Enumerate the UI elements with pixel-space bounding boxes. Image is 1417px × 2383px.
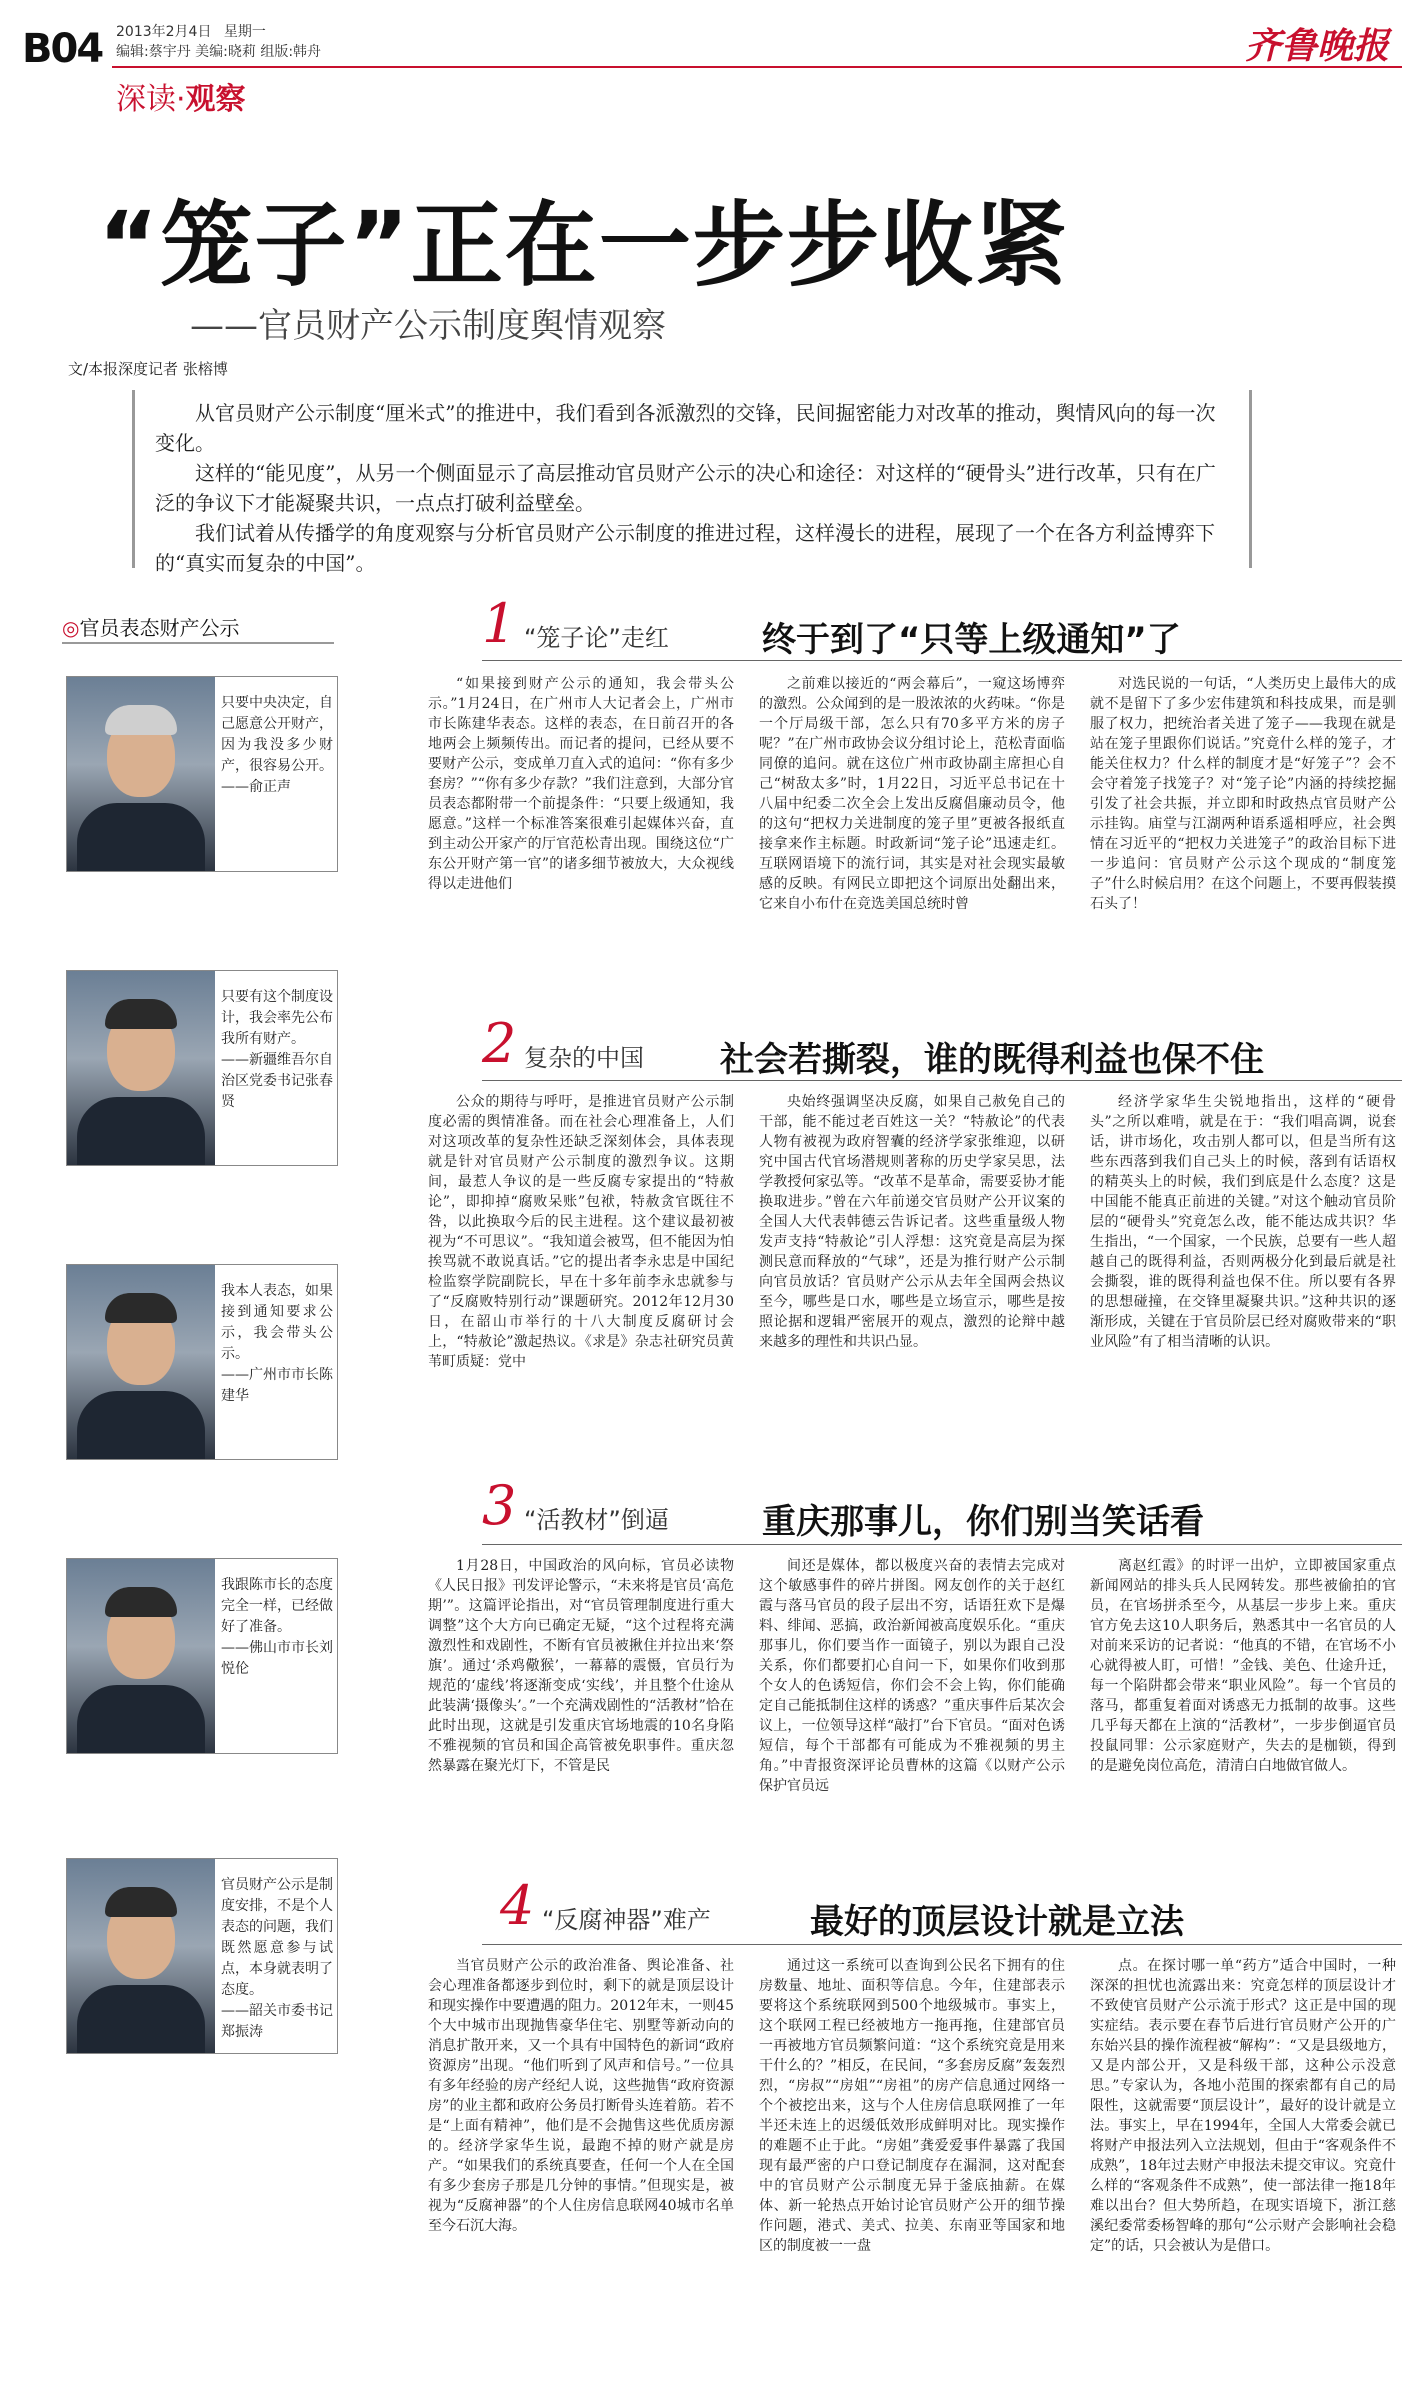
section-body — [428, 1956, 1396, 2376]
official-name: ——新疆维吾尔自治区党委书记张春贤 — [221, 1052, 333, 1110]
text-column: 点。在探讨哪一单“药方”适合中国时，一种深深的担忧也流露出来：究竟怎样的顶层设计才不致使官员财产公示流于形式？这正是中国的现实症结。表示要在春节后进行官员财产公开的广东始兴县的操作流程被“解构”：“又是县级地方，又是内部公开，又是科级干部，这种公示没意思。”专家认为，各地小范围的探索都有自己的局限性，这就需要“顶层设计”，最好的设计就是立法。事实上，早在1994年，全国人大常委会就已将财产申报法列入立法规划，但由于“客观条件不成熟”，18年过去财产申报法未提交审议。究竟什么样的“客观条件不成熟”，使一部法律一拖18年难以出台？但大势所趋，在现实语境下，浙江慈溪纪委常委杨智峰的那句“公示财产会影响社会稳定”的话，只会被认为是借口。 — [1090, 1958, 1396, 2254]
text-column: 间还是媒体，都以极度兴奋的表情去完成对这个敏感事件的碎片拼图。网友创作的关于赵红霞与落马官员的段子层出不穷，话语狂欢下是爆料、绯闻、恶搞，政治新闻被高度娱乐化。“重庆那事儿，你们要当作一面镜子，别以为跟自己没关系，你们都要扪心自问一下，如果你们收到那个女人的色诱短信，你们会不会上钩，你们能确定自己能抵制住这样的诱惑？”重庆事件后某次会议上，一位领导这样“敲打”台下官员。“面对色诱短信，每个干部都有可能成为不雅视频的男主角。”中青报资深评论员曹林的这篇《以财产公示保护官员远 — [759, 1558, 1065, 1794]
circle-bullet-icon: ◎ — [62, 616, 80, 640]
page-number: B04 — [22, 26, 103, 72]
section-label: “反腐神器”难产 — [542, 1906, 711, 1934]
section-divider — [482, 660, 1402, 661]
section-name: 深读·观察 — [116, 82, 246, 117]
official-card — [66, 1558, 338, 1754]
official-quote: 我本人表态，如果接到通知要求公示，我会带头公示。 ——广州市市长陈建华 — [221, 1281, 333, 1407]
section-title: 社会若撕裂，谁的既得利益也保不住 — [720, 1040, 1264, 1080]
official-card — [66, 676, 338, 872]
editor-credits: 编辑:蔡宇丹 美编:晓莉 组版:韩舟 — [116, 44, 322, 60]
newspaper-logo: 齐鲁晚报 — [1244, 25, 1389, 67]
section-divider — [482, 1080, 1402, 1081]
text-column: “如果接到财产公示的通知，我会带头公示。”1月24日，在广州市人大记者会上，广州市市长陈建华表态。这样的表态，在日前召开的各地两会上频频传出。而记者的提问，已经从要不要财产公示，变成单刀直入式的追问：“你有多少套房？”“你有多少存款？”我们注意到，大部分官员表态都附带一个前提条件：“只要上级通知，我愿意。”这样一个标准答案很难引起媒体兴奋，直到主动公开家产的厅官范松青出现。围绕这位“广东公开财产第一官”的诸多细节被放大，大众视线得以走进他们 — [428, 676, 734, 892]
official-name: ——佛山市市长刘悦伦 — [221, 1640, 333, 1677]
section-number: 2 — [482, 1012, 517, 1075]
section-number: 1 — [482, 592, 517, 655]
text-column: 之前难以接近的“两会幕后”，一窥这场博弈的激烈。公众闻到的是一股浓浓的火药味。“你是一个厅局级干部，怎么只有70多平方米的房子呢？”在广州市政协会议分组讨论上，范松青面临同僚的追问。就在这位广州市政协副主席担心自己“树敌太多”时，1月22日，习近平总书记在十八届中纪委二次全会上发出反腐倡廉动员令，他的这句“把权力关进制度的笼子里”更被各报纸直接拿来作主标题。时政新词“笼子论”迅速走红。互联网语境下的流行词，其实是对社会现实最敏感的反映。有网民立即把这个词原出处翻出来，它来自小布什在竞选美国总统时曾 — [759, 676, 1065, 912]
official-photo — [67, 1859, 215, 2053]
subheadline: ——官员财产公示制度舆情观察 — [190, 306, 666, 346]
official-quote: 只要中央决定，自己愿意公开财产，因为我没多少财产，很容易公开。 ——俞正声 — [221, 693, 333, 798]
headline: “笼子”正在一步步收紧 — [98, 192, 1069, 299]
sidebar-divider — [62, 642, 334, 644]
official-name: ——俞正声 — [221, 779, 291, 795]
section-body — [428, 674, 1396, 970]
text-column: 当官员财产公示的政治准备、舆论准备、社会心理准备都逐步到位时，剩下的就是顶层设计和现实操作中要遭遇的阻力。2012年末，一则45个大中城市出现抛售豪华住宅、别墅等新动向的消息扩散开来，又一个具有中国特色的新词“政府资源房”出现。“他们听到了风声和信号。”一位具有多年经验的房产经纪人说，这些抛售“政府资源房”的业主都和政府公务员打断骨头连着筋。若不是“上面有精神”，他们是不会抛售这些优质房源的。经济学家华生说，最跑不掉的财产就是房产。“如果我们的系统真要查，任何一个人在全国有多少套房子那是几分钟的事情。”但现实是，被视为“反腐神器”的个人住房信息联网40城市名单至今石沉大海。 — [428, 1958, 734, 2234]
official-photo — [67, 1559, 215, 1753]
official-name: ——韶关市委书记郑振涛 — [221, 2003, 333, 2040]
page-header — [0, 0, 1417, 118]
official-card — [66, 1264, 338, 1460]
official-photo — [67, 677, 215, 871]
issue-weekday: 星期一 — [223, 24, 266, 40]
text-column: 1月28日，中国政治的风向标，官员必读物《人民日报》刊发评论警示，“未来将是官员‘高危期’”。这篇评论指出，对“官员管理制度进行重大调整”这个大方向已确定无疑，“这个过程将充满激烈性和戏剧性，不断有官员被揪住并拉出来‘祭旗’。通过‘杀鸡儆猴’，一幕幕的震慑，官员行为规范的‘虚线’将逐渐变成‘实线’，并且整个仕途从此装满‘摄像头’。”一个充满戏剧性的“活教材”恰在此时出现，这就是引发重庆官场地震的10名身陷不雅视频的官员和国企高管被免职事件。重庆忽然暴露在聚光灯下，不管是民 — [428, 1558, 734, 1774]
official-quote: 官员财产公示是制度安排，不是个人表态的问题，我们既然愿意参与试点，本身就表明了态度。 ——韶关市委书记郑振涛 — [221, 1875, 333, 2043]
section-divider — [482, 1944, 1402, 1945]
text-column: 通过这一系统可以查询到公民名下拥有的住房数量、地址、面积等信息。今年，住建部表示要将这个系统联网到500个地级城市。事实上，这个联网工程已经被地方一拖再拖，住建部官员一再被地方官员频繁问道：“这个系统究竟是用来干什么的？”相反，在民间，“多套房反腐”轰轰烈烈，“房叔”“房姐”“房祖”的房产信息通过网络一个个被挖出来，这与个人住房信息联网推了一年半还未连上的迟缓低效形成鲜明对比。现实操作的难题不止于此。“房姐”龚爱爱事件暴露了我国现有最严密的户口登记制度存在漏洞，这对配套中的官员财产公示制度无异于釜底抽薪。在媒体、新一轮热点开始讨论官员财产公开的细节操作问题，港式、美式、拉美、东南亚等国家和地区的制度被一一盘 — [759, 1958, 1065, 2254]
official-card — [66, 1858, 338, 2054]
text-column: 央始终强调坚决反腐，如果自己赦免自己的干部，能不能过老百姓这一关？“特赦论”的代表人物有被视为政府智囊的经济学家张维迎，以研究中国古代官场潜规则著称的历史学家吴思，法学教授何家弘等。“改革不是革命，需要妥协才能换取进步。”曾在六年前递交官员财产公开议案的全国人大代表韩德云告诉记者。这些重量级人物发声支持“特赦论”引人浮想：这究竟是高层为探测民意而释放的“气球”，还是为推行财产公示制向官员放话？官员财产公示从去年全国两会热议至今，哪些是口水，哪些是立场宣示，哪些是按照论据和逻辑严密展开的观点，激烈的论辩中越来越多的理性和共识凸显。 — [759, 1094, 1065, 1350]
section-label: 复杂的中国 — [524, 1044, 644, 1072]
lead-paragraph: 从官员财产公示制度“厘米式”的推进中，我们看到各派激烈的交锋，民间掘密能力对改革的推动，舆情风向的每一次变化。 — [155, 401, 1216, 455]
official-card — [66, 970, 338, 1166]
lead-paragraph: 这样的“能见度”，从另一个侧面显示了高层推动官员财产公示的决心和途径：对这样的“硬骨头”进行改革，只有在广泛的争议下才能凝聚共识，一点点打破利益壁垒。 — [155, 461, 1216, 515]
header-divider — [112, 66, 1402, 68]
official-name: ——广州市市长陈建华 — [221, 1367, 333, 1404]
official-quote: 只要有这个制度设计，我会率先公布我所有财产。 ——新疆维吾尔自治区党委书记张春贤 — [221, 987, 333, 1113]
section-title: 重庆那事儿，你们别当笑话看 — [762, 1502, 1204, 1542]
issue-meta — [116, 22, 321, 62]
text-column: 离赵红霞》的时评一出炉，立即被国家重点新闻网站的排头兵人民网转发。那些被偷拍的官员，在官场拼杀至今，从基层一步步上来。重庆官方免去这10人职务后，熟悉其中一名官员的人对前来采访的记者说：“他真的不错，在官场不小心就得被人盯，可惜！”金钱、美色、仕途升迁，每一个陷阱都会带来“职业风险”。每一个官员的落马，都重复着面对诱惑无力抵制的故事。这些几乎每天都在上演的“活教材”，一步步倒逼官员投鼠同罪：公示家庭财产，失去的是枷锁，得到的是避免岗位高危，清清白白地做官做人。 — [1090, 1558, 1396, 1774]
section-title: 终于到了“只等上级通知”了 — [762, 620, 1181, 660]
sidebar-title: ◎官员表态财产公示 — [62, 616, 240, 640]
lead-box — [132, 390, 1252, 575]
lead-paragraph: 我们试着从传播学的角度观察与分析官员财产公示制度的推进过程，这样漫长的进程，展现了一个在各方利益博弈下的“真实而复杂的中国”。 — [155, 521, 1215, 575]
section-label: “活教材”倒逼 — [524, 1506, 669, 1534]
section-body — [428, 1556, 1396, 1878]
section-divider — [482, 1544, 1402, 1545]
issue-date: 2013年2月4日 — [116, 24, 212, 40]
text-column: 经济学家华生尖锐地指出，这样的“硬骨头”之所以难啃，就是在于：“我们唱高调，说套话，讲市场化，攻击别人都可以，但是当所有这些东西落到我们自己头上的时候，落到有话语权的精英头上的时候，我们到底是什么态度？这是中国能不能真正前进的关键。”对这个触动官员阶层的“硬骨头”究竟怎么改，能不能达成共识？华生指出，“一个国家，一个民族，总要有一些人超越自己的既得利益，否则两极分化到最后就是社会撕裂，谁的既得利益也保不住。所以要有各界的思想碰撞，在交锋里凝聚共识。”这种共识的逐渐形成，关键在于官员阶层已经对腐败带来的“职业风险”有了相当清晰的认识。 — [1090, 1094, 1396, 1350]
section-title: 最好的顶层设计就是立法 — [810, 1902, 1184, 1942]
section-body — [428, 1092, 1396, 1444]
official-quote: 我跟陈市长的态度完全一样，已经做好了准备。 ——佛山市市长刘悦伦 — [221, 1575, 333, 1680]
section-number: 3 — [482, 1474, 517, 1537]
section-number: 4 — [500, 1874, 535, 1937]
section-label: “笼子论”走红 — [524, 624, 669, 652]
text-column: 对选民说的一句话，“人类历史上最伟大的成就不是留下了多少宏伟建筑和科技成果，而是驯服了权力，把统治者关进了笼子——我现在就是站在笼子里跟你们说话。”究竟什么样的笼子，才能关住权力？什么样的制度才是“好笼子”？会不会守着笼子找笼子？对“笼子论”内涵的持续挖掘引发了社会共振，并立即和时政热点官员财产公示挂钩。庙堂与江湖两种语系遥相呼应，社会舆情在习近平的“把权力关进笼子”的政治目标下进一步追问：官员财产公示这个现成的“制度笼子”什么时候启用？在这个问题上，不要再假装摸石头了！ — [1090, 676, 1396, 912]
official-photo — [67, 971, 215, 1165]
byline: 文/本报深度记者 张榕博 — [68, 360, 228, 378]
official-photo — [67, 1265, 215, 1459]
text-column: 公众的期待与呼吁，是推进官员财产公示制度必需的舆情准备。而在社会心理准备上，人们对这项改革的复杂性还缺乏深刻体会，具体表现就是针对官员财产公示制度的激烈争议。这期间，最惹人争议的是一些反腐专家提出的“特赦论”，即抑掉“腐败呆账”包袱，特赦贪官既往不咎，以此换取今后的民主进程。这个建议最初被视为“不可思议”。“我知道会被骂，但不能因为怕挨骂就不敢说真话。”它的提出者李永忠是中国纪检监察学院副院长，早在十多年前李永忠就参与了“反腐败特别行动”课题研究。2012年12月30日，在韶山市举行的十八大制度反腐研讨会上，“特赦论”激起热议。《求是》杂志社研究员黄苇町质疑：党中 — [428, 1094, 734, 1370]
